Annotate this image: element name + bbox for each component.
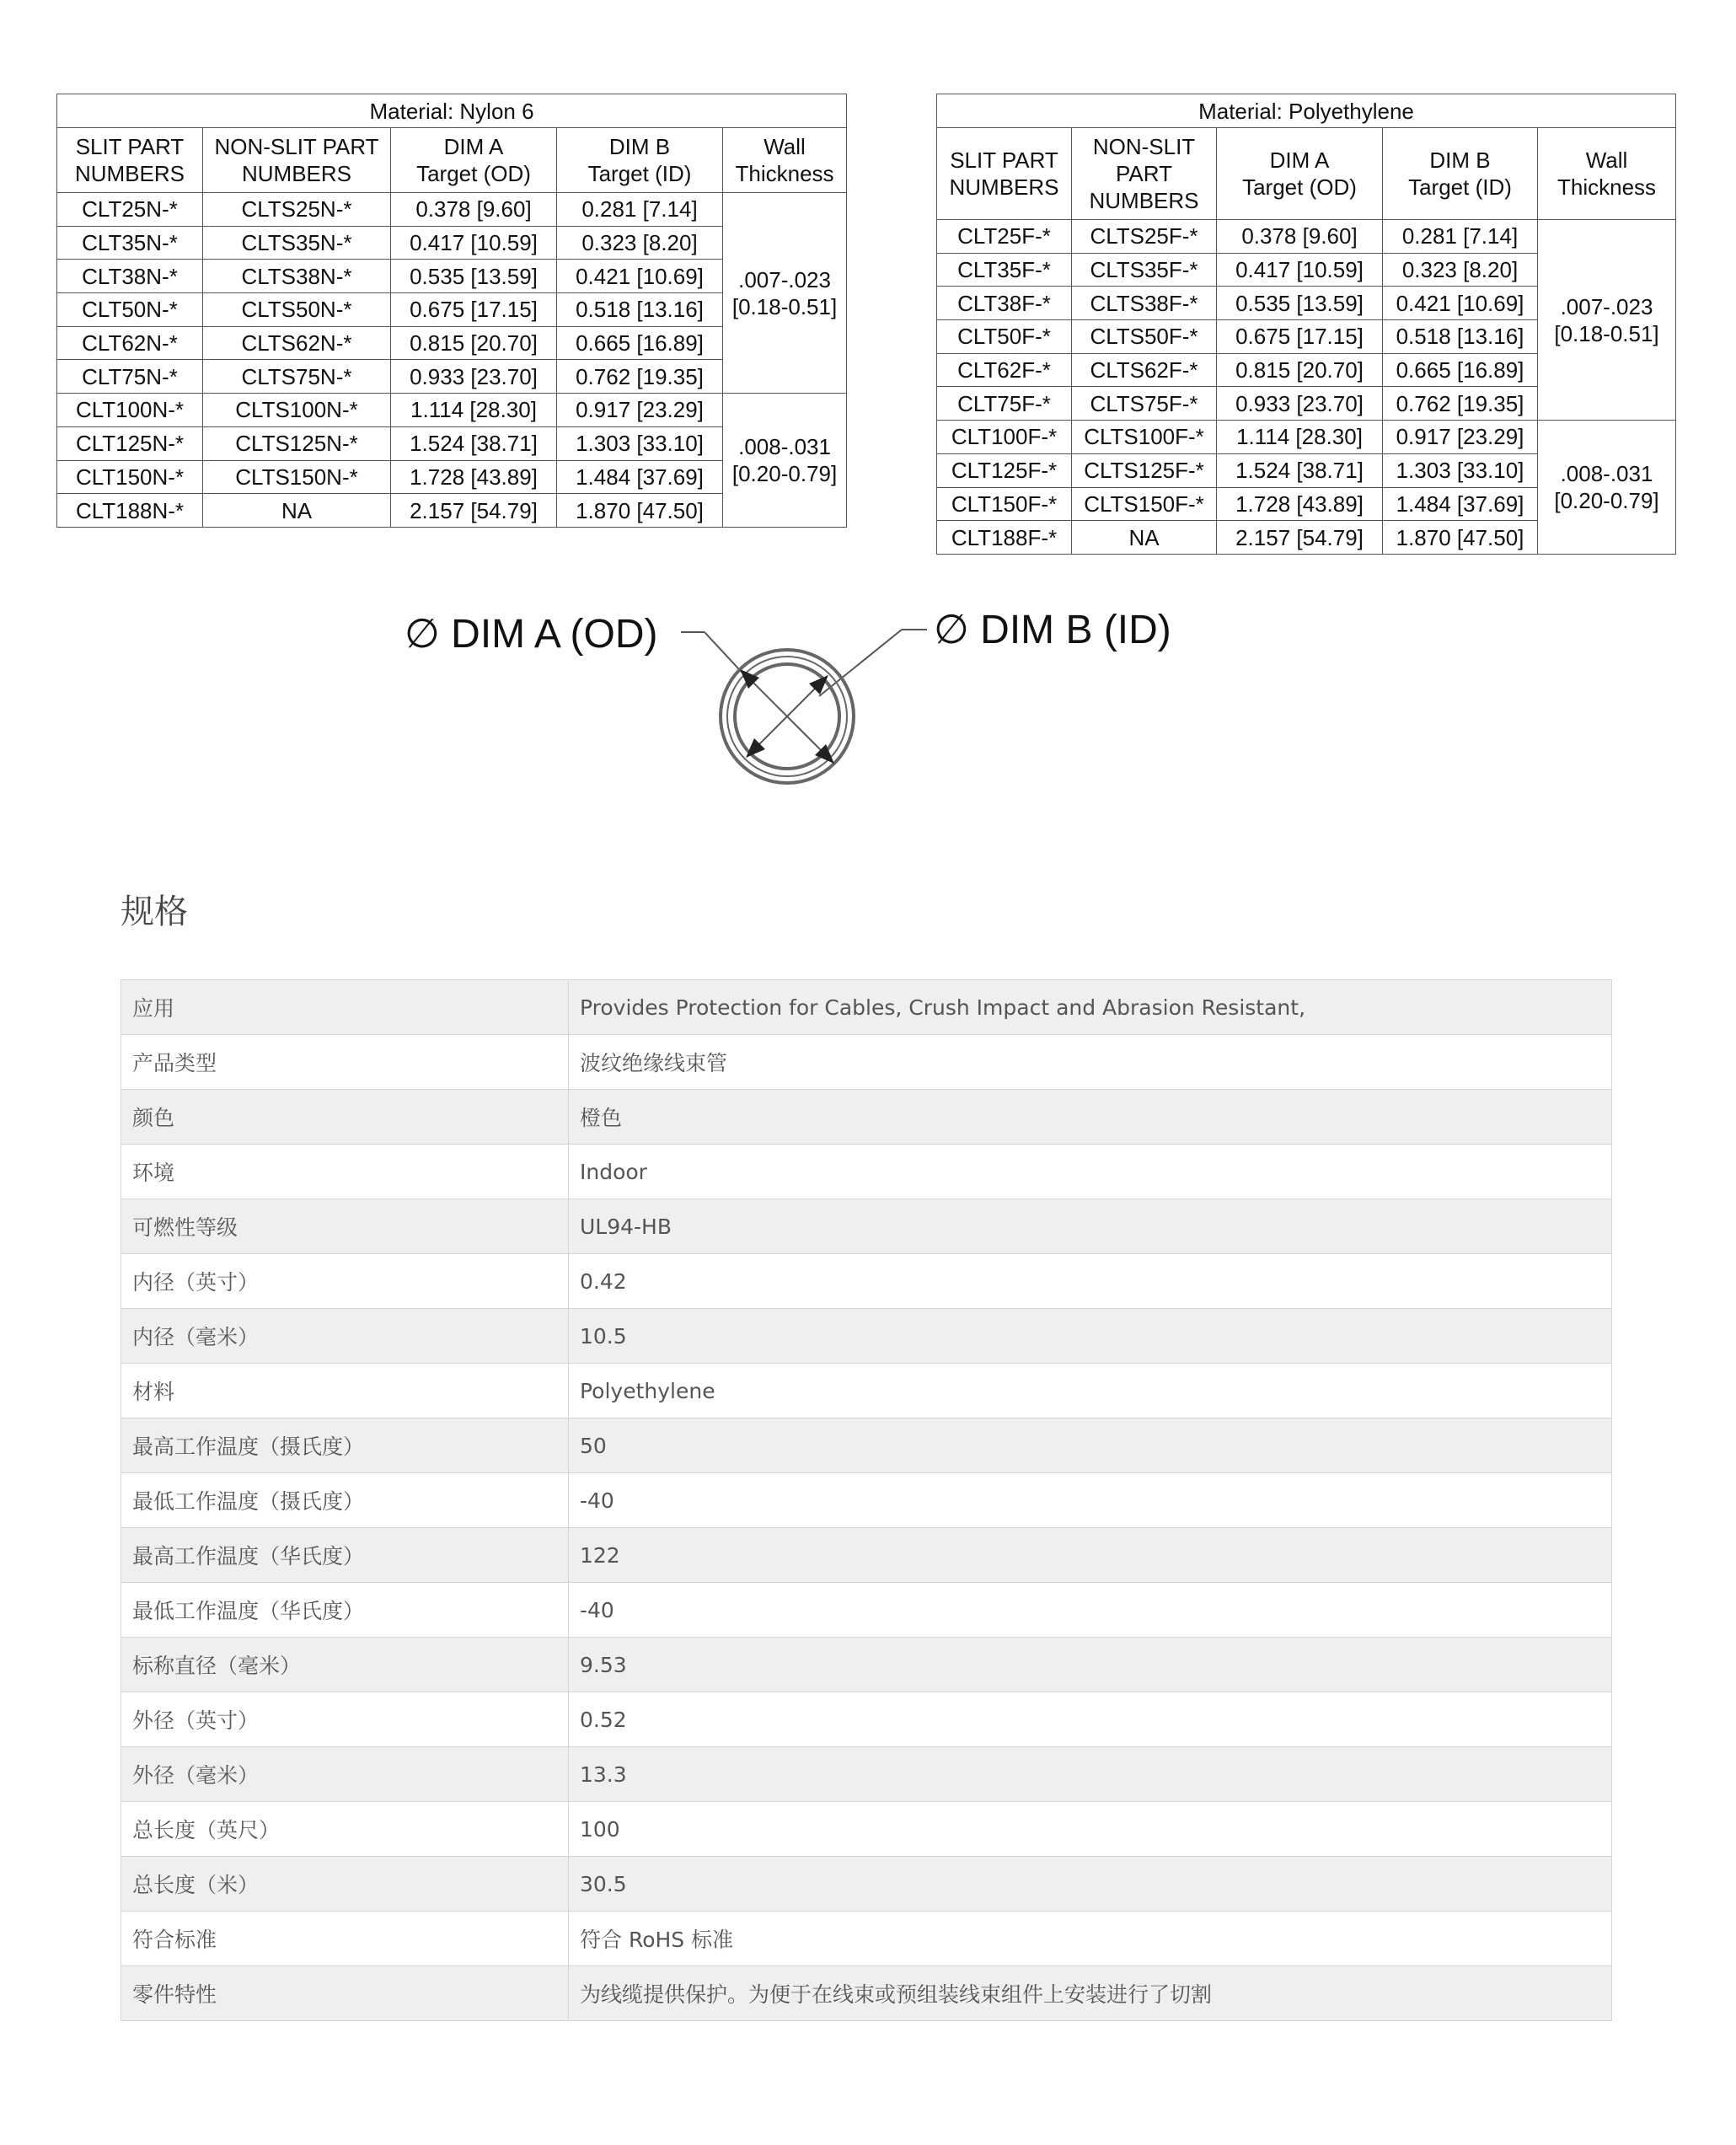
spec-row <box>121 1309 1612 1364</box>
table-cell: CLT35F-* <box>937 253 1072 287</box>
table-cell: CLTS75N-* <box>203 360 391 394</box>
spec-row <box>121 1857 1612 1912</box>
spec-value: -40 <box>569 1473 1612 1528</box>
table-row <box>937 220 1676 254</box>
table-cell: 0.675 [17.15] <box>391 293 557 327</box>
spec-row <box>121 1199 1612 1254</box>
table-cell: CLTS38F-* <box>1072 287 1217 320</box>
spec-value: 122 <box>569 1528 1612 1583</box>
table-cell: 1.870 [47.50] <box>1383 521 1538 555</box>
spec-label: 最高工作温度（华氏度） <box>121 1528 569 1583</box>
table-cell: 0.665 [16.89] <box>1383 353 1538 387</box>
table-cell: 1.484 [37.69] <box>557 460 723 494</box>
table-cell: CLT100N-* <box>57 394 203 427</box>
nylon-dimension-table <box>56 94 847 528</box>
wall-thickness-cell: .008-.031 [0.20-0.79] <box>1538 421 1676 555</box>
spec-row <box>121 1528 1612 1583</box>
table-cell: CLT188F-* <box>937 521 1072 555</box>
table-cell: 1.524 [38.71] <box>1217 453 1383 487</box>
table-cell: 1.114 [28.30] <box>391 394 557 427</box>
table-cell: 1.114 [28.30] <box>1217 421 1383 454</box>
spec-label: 总长度（英尺） <box>121 1802 569 1857</box>
dim-a-label: ∅ DIM A (OD) <box>405 612 658 657</box>
table-cell: 2.157 [54.79] <box>391 494 557 528</box>
table-cell: 0.323 [8.20] <box>557 226 723 260</box>
spec-label: 内径（毫米） <box>121 1309 569 1364</box>
table-cell: 1.524 [38.71] <box>391 426 557 460</box>
column-header: Wall Thickness <box>723 128 847 193</box>
spec-value: 波纹绝缘线束管 <box>569 1035 1612 1090</box>
table-cell: CLT188N-* <box>57 494 203 528</box>
material-heading: Material: Polyethylene <box>937 94 1676 128</box>
tube-cross-section-diagram <box>388 590 1214 801</box>
table-cell: 1.303 [33.10] <box>1383 453 1538 487</box>
spec-value: 50 <box>569 1418 1612 1473</box>
table-cell: 0.378 [9.60] <box>391 193 557 227</box>
table-cell: 0.281 [7.14] <box>557 193 723 227</box>
spec-label: 最低工作温度（华氏度） <box>121 1583 569 1638</box>
table-cell: CLT100F-* <box>937 421 1072 454</box>
spec-value: Provides Protection for Cables, Crush Impact and Abrasion Resistant, <box>569 980 1612 1035</box>
table-cell: CLT25N-* <box>57 193 203 227</box>
dim-b-label: ∅ DIM B (ID) <box>934 608 1171 652</box>
spec-label: 符合标准 <box>121 1912 569 1966</box>
table-cell: 0.421 [10.69] <box>557 260 723 293</box>
table-row <box>57 193 847 227</box>
table-cell: NA <box>203 494 391 528</box>
table-cell: CLTS50F-* <box>1072 320 1217 354</box>
table-cell: CLT150F-* <box>937 487 1072 521</box>
spec-row <box>121 1364 1612 1418</box>
column-header: DIM B Target (ID) <box>1383 128 1538 220</box>
spec-value: 30.5 <box>569 1857 1612 1912</box>
spec-label: 应用 <box>121 980 569 1035</box>
table-cell: CLT150N-* <box>57 460 203 494</box>
table-cell: CLTS38N-* <box>203 260 391 293</box>
spec-value: 橙色 <box>569 1090 1612 1145</box>
spec-value: UL94-HB <box>569 1199 1612 1254</box>
table-cell: 0.665 [16.89] <box>557 326 723 360</box>
table-cell: CLTS35N-* <box>203 226 391 260</box>
column-header: NON-SLIT PART NUMBERS <box>1072 128 1217 220</box>
table-cell: 2.157 [54.79] <box>1217 521 1383 555</box>
table-cell: CLT125F-* <box>937 453 1072 487</box>
spec-label: 外径（英寸） <box>121 1692 569 1747</box>
spec-row <box>121 1473 1612 1528</box>
wall-thickness-cell: .007-.023 [0.18-0.51] <box>723 193 847 394</box>
spec-label: 总长度（米） <box>121 1857 569 1912</box>
table-cell: 0.518 [13.16] <box>557 293 723 327</box>
table-cell: 1.728 [43.89] <box>391 460 557 494</box>
spec-label: 内径（英寸） <box>121 1254 569 1309</box>
spec-value: 10.5 <box>569 1309 1612 1364</box>
table-cell: 0.675 [17.15] <box>1217 320 1383 354</box>
polyethylene-dimension-table <box>936 94 1676 555</box>
column-header: DIM A Target (OD) <box>1217 128 1383 220</box>
table-cell: CLT25F-* <box>937 220 1072 254</box>
table-cell: CLTS125F-* <box>1072 453 1217 487</box>
spec-label: 可燃性等级 <box>121 1199 569 1254</box>
table-cell: 1.303 [33.10] <box>557 426 723 460</box>
spec-row <box>121 1254 1612 1309</box>
table-cell: CLT38N-* <box>57 260 203 293</box>
spec-value: 符合 RoHS 标准 <box>569 1912 1612 1966</box>
spec-row <box>121 1638 1612 1692</box>
table-row <box>937 421 1676 454</box>
table-cell: 1.870 [47.50] <box>557 494 723 528</box>
table-cell: 0.917 [23.29] <box>557 394 723 427</box>
table-cell: 1.728 [43.89] <box>1217 487 1383 521</box>
header-row <box>57 128 847 193</box>
table-cell: 0.417 [10.59] <box>1217 253 1383 287</box>
spec-label: 零件特性 <box>121 1966 569 2021</box>
table-cell: CLTS100N-* <box>203 394 391 427</box>
table-cell: CLT125N-* <box>57 426 203 460</box>
table-cell: CLT35N-* <box>57 226 203 260</box>
table-cell: 0.281 [7.14] <box>1383 220 1538 254</box>
table-cell: 0.323 [8.20] <box>1383 253 1538 287</box>
table-cell: CLTS62N-* <box>203 326 391 360</box>
spec-row <box>121 980 1612 1035</box>
spec-value: 0.42 <box>569 1254 1612 1309</box>
table-cell: 0.917 [23.29] <box>1383 421 1538 454</box>
table-cell: 0.535 [13.59] <box>391 260 557 293</box>
spec-row <box>121 1583 1612 1638</box>
column-header: NON-SLIT PART NUMBERS <box>203 128 391 193</box>
table-cell: CLTS50N-* <box>203 293 391 327</box>
table-cell: 0.933 [23.70] <box>1217 387 1383 421</box>
table-cell: NA <box>1072 521 1217 555</box>
table-cell: CLT38F-* <box>937 287 1072 320</box>
spec-value: 0.52 <box>569 1692 1612 1747</box>
table-cell: CLTS100F-* <box>1072 421 1217 454</box>
specs-heading: 规格 <box>121 893 188 931</box>
spec-row <box>121 1747 1612 1802</box>
table-cell: 1.484 [37.69] <box>1383 487 1538 521</box>
table-cell: 0.933 [23.70] <box>391 360 557 394</box>
spec-row <box>121 1966 1612 2021</box>
table-cell: 0.535 [13.59] <box>1217 287 1383 320</box>
spec-row <box>121 1802 1612 1857</box>
material-heading: Material: Nylon 6 <box>57 94 847 128</box>
spec-label: 材料 <box>121 1364 569 1418</box>
spec-value: 为线缆提供保护。为便于在线束或预组装线束组件上安装进行了切割 <box>569 1966 1612 2021</box>
spec-label: 标称直径（毫米） <box>121 1638 569 1692</box>
spec-value: Polyethylene <box>569 1364 1612 1418</box>
table-cell: CLTS62F-* <box>1072 353 1217 387</box>
table-cell: 0.378 [9.60] <box>1217 220 1383 254</box>
table-cell: 0.762 [19.35] <box>1383 387 1538 421</box>
table-cell: CLT75F-* <box>937 387 1072 421</box>
spec-row <box>121 1692 1612 1747</box>
table-cell: 0.762 [19.35] <box>557 360 723 394</box>
spec-row <box>121 1145 1612 1199</box>
table-cell: CLT50F-* <box>937 320 1072 354</box>
table-cell: 0.815 [20.70] <box>1217 353 1383 387</box>
spec-value: 13.3 <box>569 1747 1612 1802</box>
table-cell: CLTS75F-* <box>1072 387 1217 421</box>
table-cell: CLT50N-* <box>57 293 203 327</box>
table-row <box>57 394 847 427</box>
spec-row <box>121 1912 1612 1966</box>
wall-thickness-cell: .007-.023 [0.18-0.51] <box>1538 220 1676 421</box>
column-header: Wall Thickness <box>1538 128 1676 220</box>
table-cell: 0.421 [10.69] <box>1383 287 1538 320</box>
table-cell: CLT62N-* <box>57 326 203 360</box>
spec-value: -40 <box>569 1583 1612 1638</box>
spec-row <box>121 1090 1612 1145</box>
spec-value: Indoor <box>569 1145 1612 1199</box>
table-cell: CLTS35F-* <box>1072 253 1217 287</box>
table-cell: 0.518 [13.16] <box>1383 320 1538 354</box>
table-cell: 0.815 [20.70] <box>391 326 557 360</box>
table-cell: CLTS150F-* <box>1072 487 1217 521</box>
table-cell: 0.417 [10.59] <box>391 226 557 260</box>
table-cell: CLT62F-* <box>937 353 1072 387</box>
column-header: DIM A Target (OD) <box>391 128 557 193</box>
spec-label: 外径（毫米） <box>121 1747 569 1802</box>
table-cell: CLTS150N-* <box>203 460 391 494</box>
spec-value: 9.53 <box>569 1638 1612 1692</box>
wall-thickness-cell: .008-.031 [0.20-0.79] <box>723 394 847 528</box>
spec-label: 产品类型 <box>121 1035 569 1090</box>
specs-table <box>121 979 1612 2021</box>
column-header: DIM B Target (ID) <box>557 128 723 193</box>
table-cell: CLTS25F-* <box>1072 220 1217 254</box>
spec-label: 最低工作温度（摄氏度） <box>121 1473 569 1528</box>
table-cell: CLT75N-* <box>57 360 203 394</box>
spec-label: 环境 <box>121 1145 569 1199</box>
table-cell: CLTS125N-* <box>203 426 391 460</box>
spec-row <box>121 1418 1612 1473</box>
header-row <box>937 128 1676 220</box>
column-header: SLIT PART NUMBERS <box>57 128 203 193</box>
spec-label: 最高工作温度（摄氏度） <box>121 1418 569 1473</box>
spec-row <box>121 1035 1612 1090</box>
table-cell: CLTS25N-* <box>203 193 391 227</box>
column-header: SLIT PART NUMBERS <box>937 128 1072 220</box>
spec-value: 100 <box>569 1802 1612 1857</box>
spec-label: 颜色 <box>121 1090 569 1145</box>
